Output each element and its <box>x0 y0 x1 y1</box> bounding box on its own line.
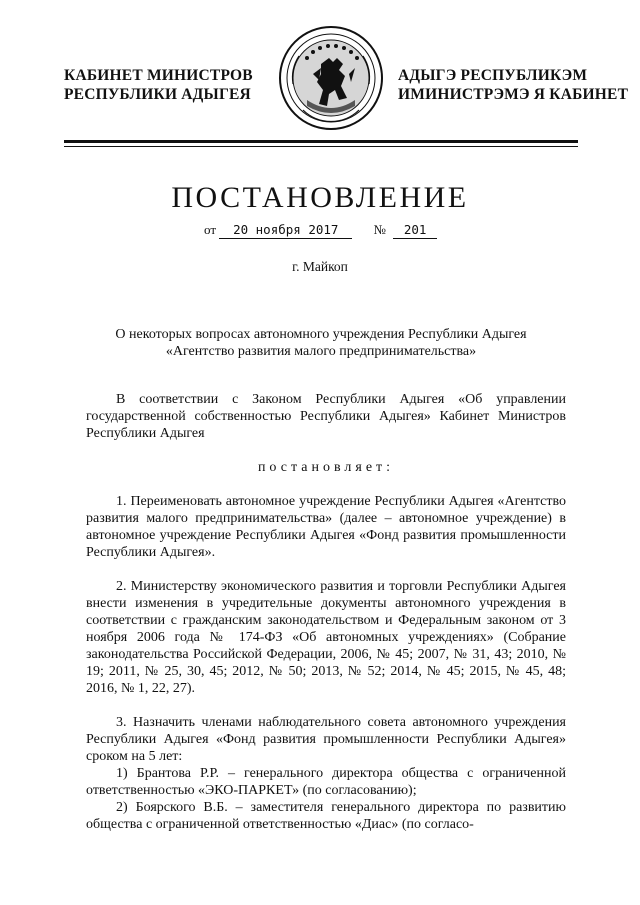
header-left-line2: РЕСПУБЛИКИ АДЫГЕЯ <box>64 86 251 103</box>
subject-line1: О некоторых вопросах автономного учреждения Республики Адыгея <box>115 327 527 342</box>
header-right <box>398 66 628 104</box>
date-field: 20 ноября 2017 <box>219 222 352 239</box>
city: г. Майкоп <box>292 259 348 274</box>
document-body <box>86 391 566 833</box>
item-3-1: 1) Брантова Р.Р. – генерального директора общества с ограниченной ответственностью «ЭКО-ПАРКЕТ» (по согласованию); <box>86 766 566 798</box>
item-3: 3. Назначить членами наблюдательного совета автономного учреждения Республики Адыгея «Фонд развития промышленности Республики Адыгея» сроком на 5 лет: <box>86 715 566 764</box>
subject-line2: «Агентство развития малого предпринимательства» <box>165 344 477 359</box>
subject-heading <box>64 326 578 360</box>
header-left-line1: КАБИНЕТ МИНИСТРОВ <box>64 67 253 84</box>
decree-word: постановляет: <box>257 460 395 475</box>
date-number-row <box>204 222 437 239</box>
number-sign: № <box>373 222 386 237</box>
header-right-line1: АДЫГЭ РЕСПУБЛИКЭМ <box>398 67 588 84</box>
coat-of-arms-seal-icon <box>277 24 385 132</box>
header-divider-thick <box>64 140 578 143</box>
preamble: В соответствии с Законом Республики Адыгея «Об управлении государственной собственностью Республики Адыгея» Кабинет Министров Республики Адыгея <box>86 392 566 441</box>
item-1: 1. Переименовать автономное учреждение Республики Адыгея «Агентство развития малого предпринимательства» (далее – автономное учреждение) в автономное учреждение Республики Адыгея «Фонд развития промышленности Республики Адыгея». <box>86 494 566 560</box>
item-3-2: 2) Боярского В.Б. – заместителя генерального директора по развитию общества с ограниченной ответственностью «Диас» (по согласо- <box>86 800 566 832</box>
header-right-line2: ИМИНИСТРЭМЭ Я КАБИНЕТ <box>398 86 629 103</box>
date-prefix: от <box>204 222 217 237</box>
header-divider-thin <box>64 146 578 147</box>
document-title: ПОСТАНОВЛЕНИЕ <box>171 181 469 214</box>
item-2: 2. Министерству экономического развития и торговли Республики Адыгея внести изменения в учредительные документы автономного учреждения в соответствии с гражданским законодательством и Федеральным законом от 3 ноября 2006 года № 174-ФЗ «Об автономных учреждениях» (Собрание законодательства Российской Федерации, 2006, № 45; 2007, № 31, 43; 2010, № 19; 2011, № 25, 30, 45; 2012, № 50; 2013, № 52; 2014, № 45; 2015, № 45, 48; 2016, № 1, 22, 27). <box>86 579 566 696</box>
number-field: 201 <box>393 222 437 239</box>
header-left <box>64 66 253 104</box>
